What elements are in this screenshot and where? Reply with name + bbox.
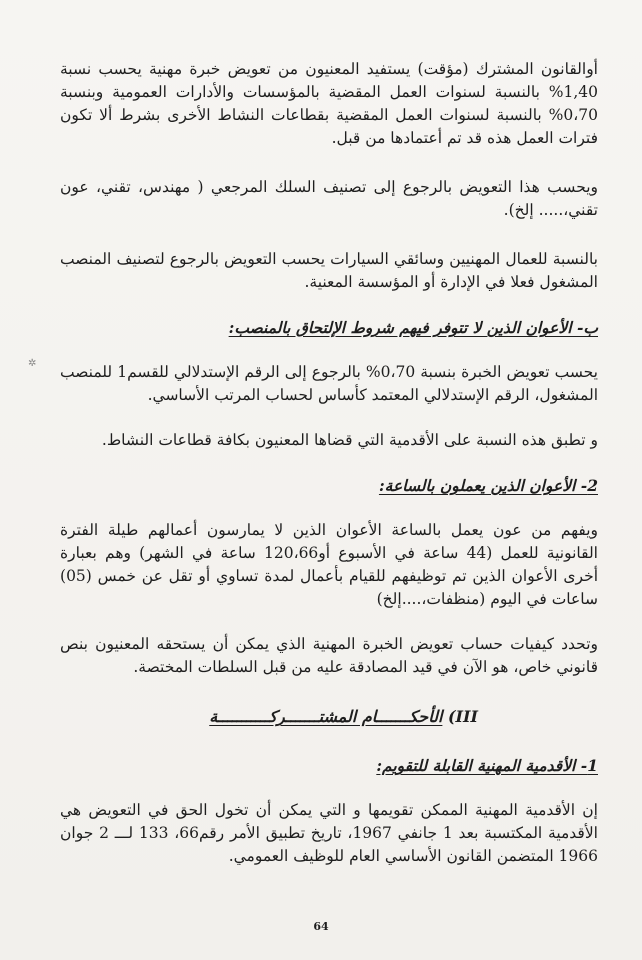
paragraph-4: يحسب تعويض الخبرة بنسبة 0،70% بالرجوع إلى الرقم الإستدلالي للقسم1 للمنصب المشغول، الرقم الإستدلالي المعتمد كأساس لحساب المرتب الأساسي. <box>60 363 598 404</box>
section-heading-1-text: 1- الأقدمية المهنية القابلة للتقويم: <box>376 756 598 775</box>
paragraph-6: ويفهم من عون يعمل بالساعة الأعوان الذين لا يمارسون أعمالهم طيلة الفترة القانونية للعمل (44 ساعة في الأسبوع أو120،66 ساعة في الشهر) وهم بعبارة أخرى الأعوان الذين تم توظيفهم للقيام بأعمال لمدة تساوي أو تقل عن خمس (05) ساعات في اليوم (منظفات،....إلخ) <box>60 521 598 608</box>
section-heading-2-text: 2- الأعوان الذين يعملون بالساعة: <box>378 476 598 495</box>
section-heading-iii-number: III) <box>447 707 478 726</box>
section-heading-2 <box>60 474 598 497</box>
section-heading-1 <box>60 754 598 777</box>
section-heading-b <box>60 316 598 339</box>
paragraph-5: و تطبق هذه النسبة على الأقدمية التي قضاها المعنيون بكافة قطاعات النشاط. <box>101 431 598 449</box>
paragraph-7: وتحدد كيفيات حساب تعويض الخبرة المهنية الذي يمكن أن يستحقه المعنيون بنص قانوني خاص، هو الآن في قيد المصادقة عليه من قبل السلطات المختصة. <box>60 635 598 676</box>
page-body <box>60 58 598 868</box>
section-heading-iii <box>60 705 598 728</box>
scan-speck: ✲ <box>28 358 37 369</box>
paragraph-3: بالنسبة للعمال المهنيين وسائقي السيارات يحسب التعويض بالرجوع لتصنيف المنصب المشغول فعلا في الإدارة أو المؤسسة المعنية. <box>60 250 598 291</box>
paragraph-8: إن الأقدمية المهنية الممكن تقويمها و التي يمكن أن تخول الحق في التعويض هي الأقدمية المكتسبة بعد 1 جانفي 1967، تاريخ تطبيق الأمر رقم66، 133 لـــ 2 جوان 1966 المتضمن القانون الأساسي العام للوظيف العمومي. <box>60 801 598 865</box>
section-heading-b-text: ب- الأعوان الذين لا تتوفر فيهم شروط الإلتحاق بالمنصب: <box>228 318 598 337</box>
section-heading-iii-title: الأحكـــــــام المشتـــــــركـــــــــــة <box>209 707 443 726</box>
page-number: 64 <box>313 920 329 933</box>
paragraph-1: أوالقانون المشترك (مؤقت) يستفيد المعنيون من تعويض خبرة مهنية يحسب نسبة 1,40% بالنسبة لسنوات العمل المقضية بالمؤسسات والأدارات العمومية وبنسبة 0،70% بالنسبة لسنوات العمل المقضية بقطاعات النشاط الأخرى بشرط ألا تكون فترات العمل هذه قد تم أعتمادها من قبل. <box>60 60 598 147</box>
paragraph-2: ويحسب هذا التعويض بالرجوع إلى تصنيف السلك المرجعي ( مهندس، تقني، عون تقني،..... إلخ). <box>60 178 598 219</box>
